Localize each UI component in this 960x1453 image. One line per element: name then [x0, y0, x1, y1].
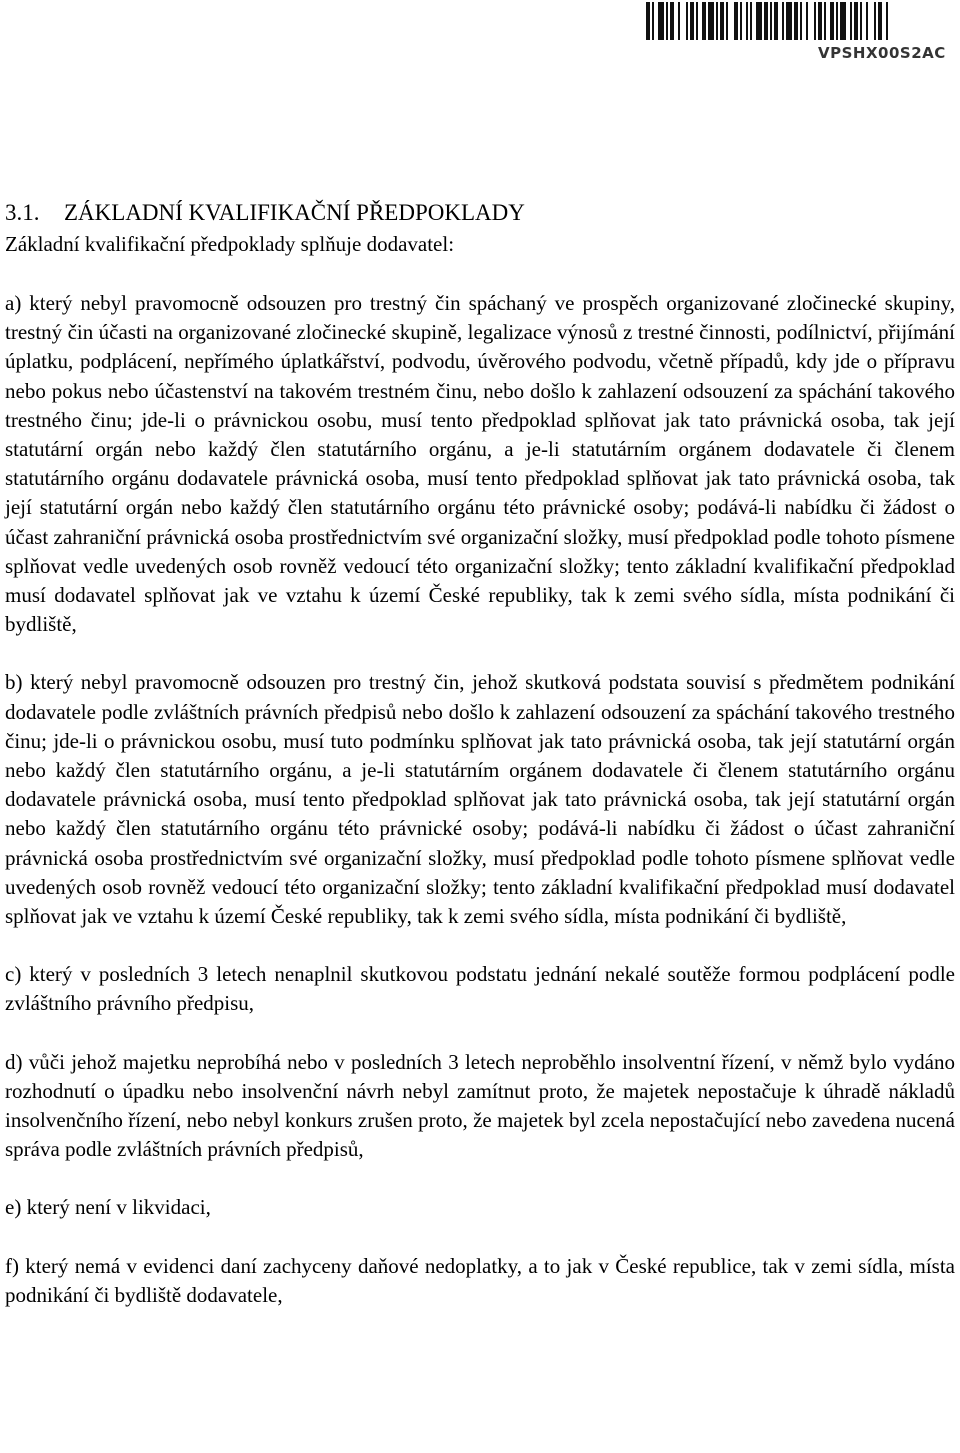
barcode-bar [658, 2, 664, 40]
barcode-bar [874, 2, 876, 40]
barcode-bar [770, 2, 772, 40]
barcode-bar [686, 2, 688, 40]
paragraph-f: f) který nemá v evidenci daní zachyceny daňové nedoplatky, a to jak v České republice, tak v zemi sídla, místa podnikání či bydliště dodavatele, [5, 1253, 955, 1307]
barcode-bar [750, 2, 752, 40]
barcode-bar [774, 2, 778, 40]
barcode-bar [836, 2, 838, 40]
barcode-code: VPSHX00S2AC [818, 44, 946, 62]
barcode-bar [670, 2, 674, 40]
section-title: ZÁKLADNÍ KVALIFIKAČNÍ PŘEDPOKLADY [64, 200, 525, 225]
barcode-bar [652, 2, 654, 40]
barcode-bar [860, 2, 862, 40]
document-body [5, 196, 955, 1310]
paragraph-a: a) který nebyl pravomocně odsouzen pro trestný čin spáchaný ve prospěch organizované zločinecké skupiny, trestný čin účasti na organizované zločinecké skupině, legalizace výnosů z trestné činnosti, podílnictví, přijímání úplatku, podplácení, nepřímého úplatkářství, podvodu, úvěrového podvodu, včetně případů, kdy jde o přípravu nebo pokus nebo účastenství na takovém trestném činu, nebo došlo k zahlazení odsouzení za spáchání takového trestného činu; jde-li o právnickou osobu, musí tento předpoklad splňovat jak tato právnická osoba, tak její statutární orgán nebo každý člen statutárního orgánu, a je-li statutárním orgánem dodavatele či členem statutárního orgánu dodavatele právnická osoba, musí tento předpoklad splňovat jak tato právnická osoba, tak její statutární orgán nebo každý člen statutárního orgánu této právnické osoby; podává-li nabídku či žádost o účast zahraniční právnická osoba prostřednictvím své organizační složky, musí předpoklad podle tohoto písmene splňovat vedle uvedených osob rovněž vedoucí této organizační složky; tento základní kvalifikační předpoklad musí dodavatel splňovat jak ve vztahu k území České republiky, tak k zemi svého sídla, místa podnikání či bydliště, [5, 291, 955, 637]
barcode-bar [840, 2, 846, 40]
barcode-bar [734, 2, 738, 40]
barcode-bar [720, 2, 724, 40]
barcode-bar [886, 2, 888, 40]
barcode-bars [646, 2, 954, 40]
barcode-bar [866, 2, 868, 40]
barcode-bar [702, 2, 706, 40]
barcode-bar [716, 2, 718, 40]
barcode [646, 2, 954, 66]
barcode-bar [740, 2, 742, 40]
barcode-bar [806, 2, 808, 40]
barcode-bar [666, 2, 668, 40]
barcode-bar [746, 2, 748, 40]
paragraph-c: c) který v posledních 3 letech nenaplnil skutkovou podstatu jednání nekalé soutěže formou podplácení podle zvláštního právního předpisu, [5, 962, 955, 1016]
barcode-bar [824, 2, 826, 40]
section-intro: Základní kvalifikační předpoklady splňuje dodavatel: [5, 232, 455, 256]
barcode-bar [830, 2, 834, 40]
barcode-bar [786, 2, 792, 40]
barcode-bar [708, 2, 714, 40]
barcode-bar [850, 2, 852, 40]
paragraph-e: e) který není v likvidaci, [5, 1195, 211, 1220]
barcode-bar [818, 2, 822, 40]
barcode-bar [878, 2, 882, 40]
paragraph-d: d) vůči jehož majetku neprobíhá nebo v posledních 3 letech neproběhlo insolventní řízení, v němž bylo vydáno rozhodnutí o úpadku nebo insolvenční návrh nebyl zamítnut proto, že majetek nepostačuje k úhradě nákladů insolvenčního řízení, nebo nebyl konkurs zrušen proto, že majetek byl zcela nepostačující nebo zavedena nucená správa podle zvláštních právních předpisů, [5, 1049, 955, 1162]
barcode-bar [800, 2, 802, 40]
section-heading [5, 196, 955, 230]
barcode-bar [646, 2, 650, 40]
barcode-bar [678, 2, 680, 40]
barcode-bar [764, 2, 768, 40]
barcode-bar [726, 2, 728, 40]
barcode-bar [854, 2, 858, 40]
barcode-bar [756, 2, 762, 40]
section-number: 3.1. [5, 200, 40, 225]
barcode-bar [794, 2, 798, 40]
barcode-bar [690, 2, 694, 40]
barcode-bar [814, 2, 816, 40]
barcode-bar [696, 2, 698, 40]
barcode-bar [782, 2, 784, 40]
paragraph-b: b) který nebyl pravomocně odsouzen pro trestný čin, jehož skutková podstata souvisí s předmětem podnikání dodavatele podle zvláštních právních předpisů nebo došlo k zahlazení odsouzení za spáchání takového trestného činu; jde-li o právnickou osobu, musí tuto podmínku splňovat jak tato právnická osoba, tak její statutární orgán nebo každý člen statutárního orgánu, a je-li statutárním orgánem dodavatele či členem statutárního orgánu dodavatele právnická osoba, musí tento předpoklad splňovat jak tato právnická osoba, tak její statutární orgán nebo každý člen statutárního orgánu této právnické osoby; podává-li nabídku či žádost o účast zahraniční právnická osoba prostřednictvím své organizační složky, musí předpoklad podle tohoto písmene splňovat vedle uvedených osob rovněž vedoucí této organizační složky; tento základní kvalifikační předpoklad musí dodavatel splňovat jak ve vztahu k území České republiky, tak k zemi svého sídla, místa podnikání či bydliště, [5, 670, 955, 929]
